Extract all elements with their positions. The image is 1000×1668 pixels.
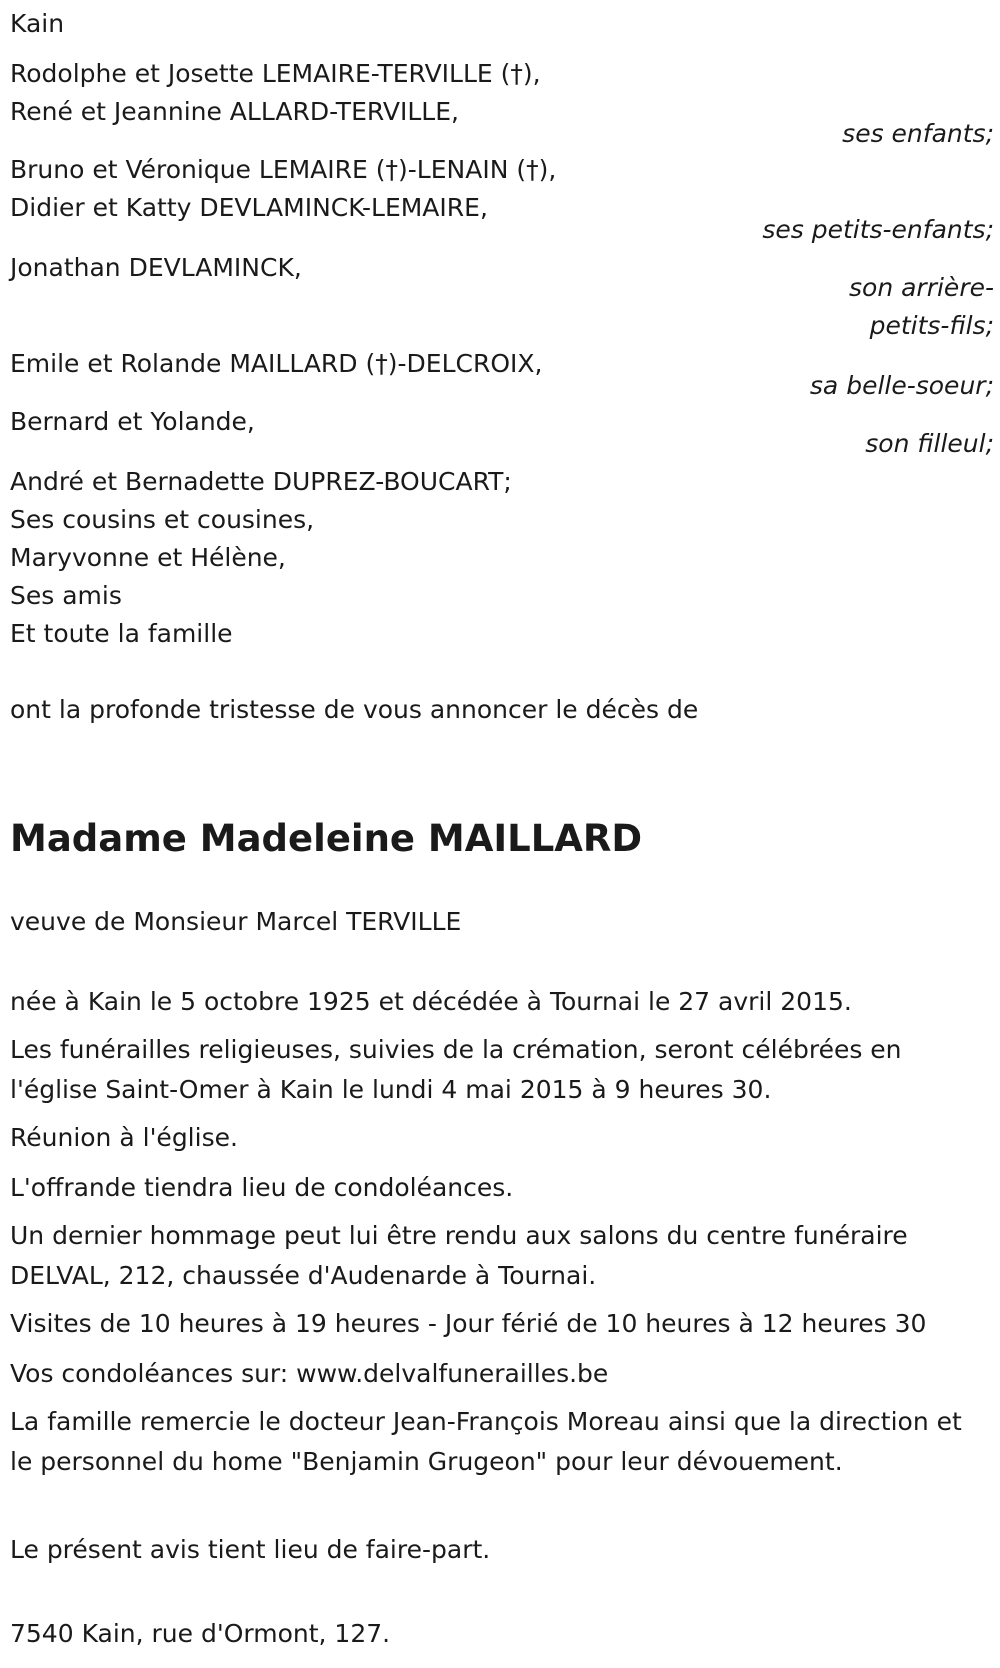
sister-in-law-role: sa belle-soeur; xyxy=(809,371,994,400)
great-grandchild-role-2: petits-fils; xyxy=(869,311,994,340)
children-role: ses enfants; xyxy=(842,119,994,148)
great-grandchild-role-1: son arrière- xyxy=(849,273,994,302)
others-line-4: Ses amis xyxy=(10,581,122,610)
thanks-info: La famille remercie le docteur Jean-François Moreau ainsi que la direction et le personnel du home "Benjamin Grugeon" pour leur dévouement. xyxy=(10,1407,962,1476)
address: 7540 Kain, rue d'Ormont, 127. xyxy=(10,1619,391,1648)
sister-in-law: Emile et Rolande MAILLARD (†)-DELCROIX, xyxy=(10,349,543,378)
grandchildren-role: ses petits-enfants; xyxy=(762,215,994,244)
meeting-info: Réunion à l'église. xyxy=(10,1123,238,1152)
godson: Bernard et Yolande, xyxy=(10,407,255,436)
others-line-5: Et toute la famille xyxy=(10,619,233,648)
others-line-1: André et Bernadette DUPREZ-BOUCART; xyxy=(10,467,512,496)
godson-role: son filleul; xyxy=(865,429,994,458)
deceased-name: Madame Madeleine MAILLARD xyxy=(10,817,643,860)
children-line-1: Rodolphe et Josette LEMAIRE-TERVILLE (†), xyxy=(10,59,541,88)
children-line-2: René et Jeannine ALLARD-TERVILLE, xyxy=(10,97,459,126)
others-line-2: Ses cousins et cousines, xyxy=(10,505,315,534)
grandchildren-line-2: Didier et Katty DEVLAMINCK-LEMAIRE, xyxy=(10,193,488,222)
others-line-3: Maryvonne et Hélène, xyxy=(10,543,286,572)
widow-of: veuve de Monsieur Marcel TERVILLE xyxy=(10,907,462,936)
grandchildren-line-1: Bruno et Véronique LEMAIRE (†)-LENAIN (†), xyxy=(10,155,557,184)
birth-death: née à Kain le 5 octobre 1925 et décédée à Tournai le 27 avril 2015. xyxy=(10,987,852,1016)
announcement: ont la profonde tristesse de vous annoncer le décès de xyxy=(10,695,699,724)
visits-info: Visites de 10 heures à 19 heures - Jour férié de 10 heures à 12 heures 30 xyxy=(10,1309,927,1338)
offering-info: L'offrande tiendra lieu de condoléances. xyxy=(10,1173,514,1202)
tribute-info: Un dernier hommage peut lui être rendu aux salons du centre funéraire DELVAL, 212, chaussée d'Audenarde à Tournai. xyxy=(10,1221,908,1290)
great-grandchild: Jonathan DEVLAMINCK, xyxy=(10,253,302,282)
location: Kain xyxy=(10,9,65,38)
funeral-info: Les funérailles religieuses, suivies de la crémation, seront célébrées en l'église Saint-Omer à Kain le lundi 4 mai 2015 à 9 heures 30. xyxy=(10,1035,902,1104)
notice-info: Le présent avis tient lieu de faire-part. xyxy=(10,1535,491,1564)
condolences-info: Vos condoléances sur: www.delvalfunerailles.be xyxy=(10,1359,609,1388)
